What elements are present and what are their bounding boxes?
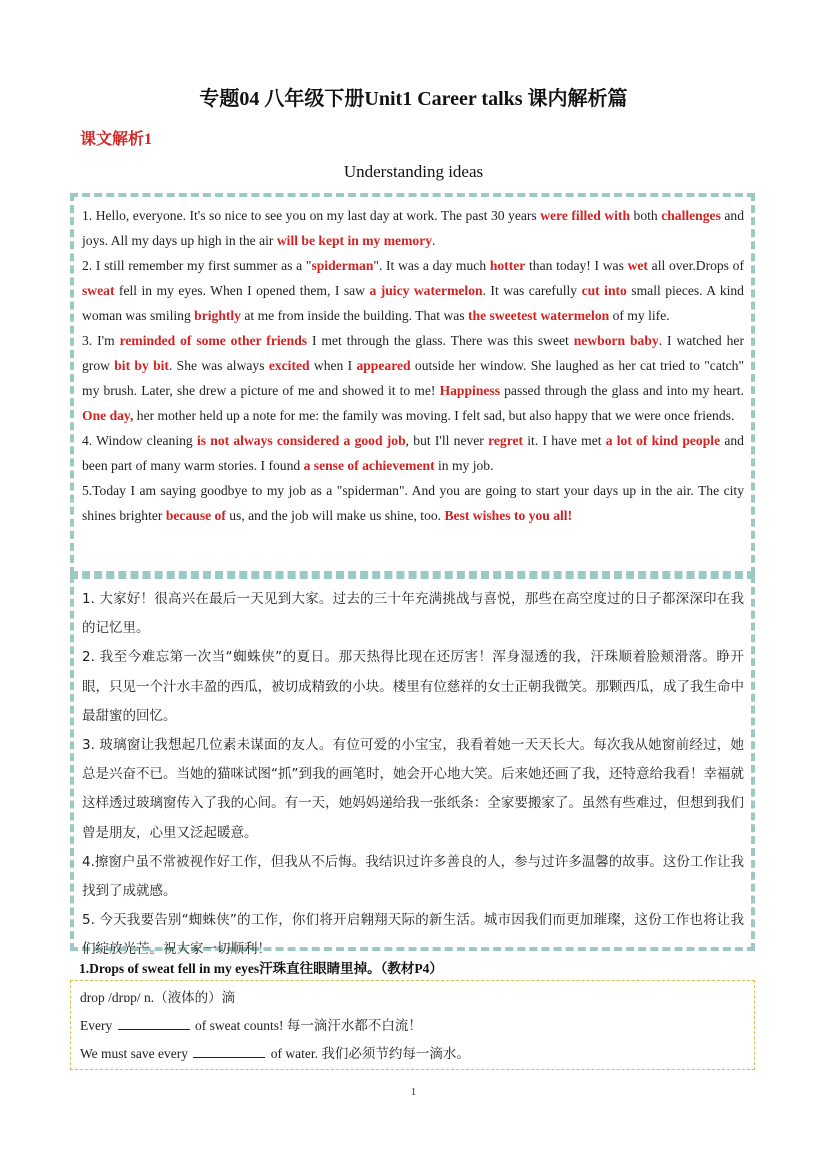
vocab-definition: drop /drɒp/ n.（液体的）滴 [80, 990, 236, 1005]
chinese-paragraph-3: 3. 玻璃窗让我想起几位素未谋面的友人。有位可爱的小宝宝，我看着她一天天长大。每次我从她窗前经过，她总是兴奋不已。当她的猫咪试图“抓”到我的画笔时，她会开心地大笑。后来她还画了我，还特意给我看！幸福就这样透过玻璃窗传入了我的心间。有一天，她妈妈递给我一张纸条：全家要搬家了。虽然有些难过，但想到我们曾是朋友，心里又泛起暖意。 [82, 737, 744, 841]
chinese-paragraph-2: 2. 我至今难忘第一次当“蜘蛛侠”的夏日。那天热得比现在还厉害！浑身湿透的我，汗珠顺着脸颊滑落。睁开眼，只见一个汁水丰盈的西瓜，被切成精致的小块。楼里有位慈祥的女士正朝我微笑。那颗西瓜，成了我生命中最甜蜜的回忆。 [82, 649, 744, 724]
text-segment: , but I'll never [405, 433, 489, 448]
highlighted-phrase: cut into [581, 283, 627, 298]
highlighted-phrase: spiderman [311, 258, 374, 273]
text-segment: passed through the glass and into my heart. [500, 383, 744, 398]
text-segment: than today! I was [525, 258, 628, 273]
highlighted-phrase: reminded of some other friends [119, 333, 308, 348]
english-paragraph-4 [82, 428, 744, 478]
page-number: 1 [410, 1086, 417, 1098]
highlighted-phrase: newborn baby [573, 333, 659, 348]
text-segment: fell in my eyes. When I opened them, I saw [114, 283, 370, 298]
highlighted-phrase: the sweetest watermelon [468, 308, 610, 323]
example-2-after: of water. 我们必须节约每一滴水。 [270, 1046, 470, 1061]
example-1-after: of sweat counts! 每一滴汗水都不白流！ [194, 1018, 422, 1033]
section-subtitle: Understanding ideas [343, 162, 484, 181]
highlighted-phrase: is not always considered a good job [196, 433, 406, 448]
vocab-example-1 [80, 1014, 745, 1042]
highlighted-phrase: Happiness [439, 383, 501, 398]
highlighted-phrase: hotter [489, 258, 526, 273]
text-segment: ". It was a day much [373, 258, 490, 273]
text-segment: 2. I still remember my first summer as a " [82, 258, 312, 273]
text-segment: 5.Today I am saying goodbye to my job as a "spiderman". And you are going to start your days up in the air. The city shines brighter [82, 483, 744, 523]
text-segment: outside her window. She laughed as her cat tried to "catch" my brush. Later, she drew a picture of me and showed it to me! [82, 358, 745, 398]
fill-blank-1[interactable] [118, 1015, 190, 1030]
vocab-example-2 [80, 1042, 745, 1070]
text-segment: of my life. [609, 308, 670, 323]
text-segment: when I [309, 358, 357, 373]
text-segment: 3. I'm [82, 333, 120, 348]
highlighted-phrase: regret [488, 433, 524, 448]
text-segment: I met through the glass. There was this sweet [307, 333, 574, 348]
text-segment: her mother held up a note for me: the family was moving. I felt sad, but also happy that we were once friends. [133, 408, 735, 423]
highlighted-phrase: sweat [82, 283, 115, 298]
fill-blank-2[interactable] [193, 1043, 265, 1058]
text-segment: . [432, 233, 436, 248]
text-segment: all over.Drops of [647, 258, 744, 273]
english-paragraph-5 [82, 478, 744, 528]
text-segment: in my job. [434, 458, 494, 473]
vocab-heading: 1.Drops of sweat fell in my eyes汗珠直往眼睛里掉。（教材P4） [79, 961, 443, 976]
highlighted-phrase: appeared [356, 358, 411, 373]
highlighted-phrase: challenges [661, 208, 721, 223]
english-paragraph-1 [82, 203, 744, 253]
highlighted-phrase: brightly [194, 308, 241, 323]
text-segment: 1. Hello, everyone. It's so nice to see you on my last day at work. The past 30 years [82, 208, 541, 223]
vocab-box [70, 980, 755, 1070]
highlighted-phrase: wet [627, 258, 648, 273]
text-segment: it. I have met [523, 433, 606, 448]
example-2-before: We must save every [80, 1046, 188, 1061]
highlighted-phrase: a sense of achievement [303, 458, 435, 473]
text-segment: and joys. All my days up high in the air [82, 208, 744, 248]
highlighted-phrase: will be kept in my memory [276, 233, 433, 248]
highlighted-phrase: One day, [82, 408, 134, 423]
text-segment: . She was always [168, 358, 269, 373]
highlighted-phrase: because of [165, 508, 226, 523]
chinese-paragraph-4: 4.擦窗户虽不常被视作好工作，但我从不后悔。我结识过许多善良的人，参与过许多温馨的故事。这份工作让我找到了成就感。 [82, 853, 744, 900]
text-segment: . It was carefully [482, 283, 582, 298]
text-segment: both [630, 208, 662, 223]
highlighted-phrase: excited [268, 358, 310, 373]
english-text-box [70, 193, 755, 575]
highlighted-phrase: a juicy watermelon [369, 283, 483, 298]
section-label: 课文解析1 [80, 131, 153, 148]
chinese-translation-box [70, 575, 755, 958]
chinese-paragraph-5: 5. 今天我要告别“蜘蛛侠”的工作，你们将开启翱翔天际的新生活。城市因我们而更加璀璨，这份工作也将让我们绽放光芒。祝大家一切顺利！ [82, 912, 744, 958]
example-1-before: Every [80, 1018, 113, 1033]
text-segment: small pieces. A kind woman was smiling [82, 283, 744, 323]
text-segment: 4. Window cleaning [82, 433, 197, 448]
text-segment: and been part of many warm stories. I found [82, 433, 744, 473]
english-paragraph-3 [82, 328, 744, 428]
text-segment: at me from inside the building. That was [240, 308, 469, 323]
chinese-paragraph-1: 1. 大家好！很高兴在最后一天见到大家。过去的三十年充满挑战与喜悦，那些在高空度过的日子都深深印在我的记忆里。 [82, 591, 744, 637]
page-title: 专题04 八年级下册Unit1 Career talks 课内解析篇 [199, 88, 628, 110]
highlighted-phrase: a lot of kind people [605, 433, 721, 448]
text-segment: . I watched her grow [82, 333, 744, 373]
highlighted-phrase: were filled with [540, 208, 631, 223]
text-segment: us, and the job will make us shine, too. [225, 508, 445, 523]
highlighted-phrase: bit by bit [114, 358, 169, 373]
english-paragraph-2 [82, 253, 744, 328]
highlighted-phrase: Best wishes to you all! [444, 508, 573, 523]
